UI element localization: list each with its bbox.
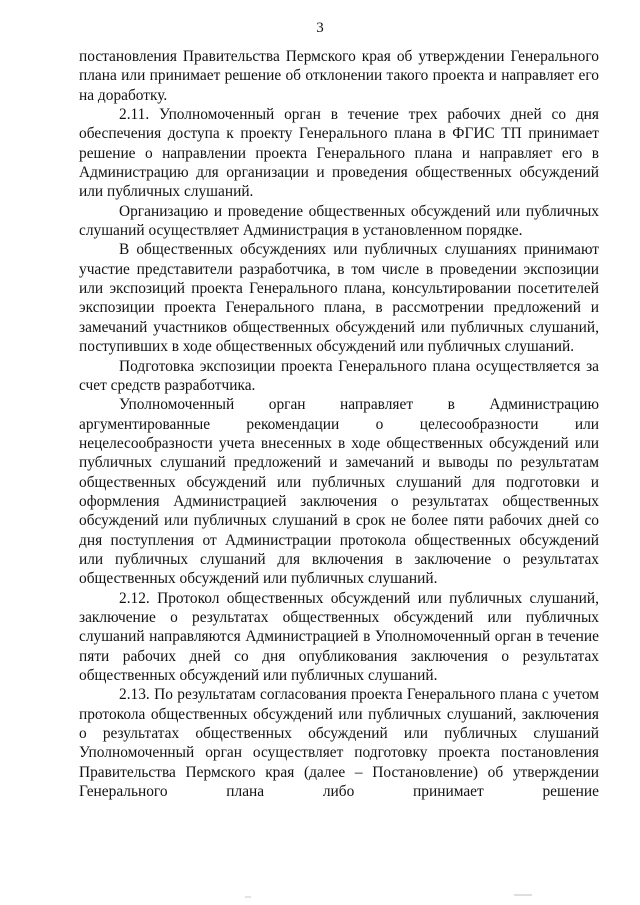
paragraph-2-11: 2.11. Уполномоченный орган в течение трех рабочих дней со дня обеспечения доступа к проекту Генерального плана в ФГИС ТП принимает решение о направлении проекта Генерального плана и направляет его в Администрацию для организации и проведения общественных обсуждений или публичных слушаний. xyxy=(79,106,599,201)
paragraph-2-12: 2.12. Протокол общественных обсуждений или публичных слушаний, заключение о результатах общественных обсуждений или публичных слушаний направляются Администрацией в Уполномоченный орган в течение пяти рабочих дней со дня опубликования заключения о результатах общественных обсуждений или публичных слушаний. xyxy=(79,589,599,684)
paragraph-continuation: постановления Правительства Пермского края об утверждении Генерального плана или принимает решение об отклонении такого проекта и направляет его на доработку. xyxy=(79,48,599,104)
paragraph-recommendations: Уполномоченный орган направляет в Администрацию аргументированные рекомендации о целесообразности или нецелесообразности учета внесенных в ходе общественных обсуждений или публичных слушаний предложений и замечаний и выводы по результатам общественных обсуждений или публичных слушаний для подготовки и оформления Администрацией заключения о результатах общественных обсуждений или публичных слушаний в срок не более пяти рабочих дней со дня поступления от Администрации протокола общественных обсуждений или публичных слушаний для включения в заключение о результатах общественных обсуждений или публичных слушаний. xyxy=(79,396,599,588)
page-number: 3 xyxy=(316,20,324,36)
paragraph-organization: Организацию и проведение общественных обсуждений или публичных слушаний осуществляет Администрация в установленном порядке. xyxy=(79,202,599,240)
scan-edge-marks xyxy=(0,885,640,905)
paragraph-2-13: 2.13. По результатам согласования проекта Генерального плана с учетом протокола общественных обсуждений или публичных слушаний, заключения о результатах общественных обсуждений или публичных слушаний Уполномоченный орган осуществляет подготовку проекта постановления Правительства Пермского края (далее – Постановление) об утверждении Генерального плана либо принимает решение xyxy=(79,686,599,801)
paragraph-exposition-funding: Подготовка экспозиции проекта Генерального плана осуществляется за счет средств разработчика. xyxy=(79,357,599,394)
document-body xyxy=(79,47,599,801)
paragraph-developer-participation: В общественных обсуждениях или публичных слушаниях принимают участие представители разработчика, в том числе в проведении экспозиции или экспозиций проекта Генерального плана, консультировании посетителей экспозиции проекта Генерального плана, в рассмотрении предложений и замечаний участников общественных обсуждений или публичных слушаний, поступивших в ходе общественных обсуждений или публичных слушаний. xyxy=(79,241,599,356)
